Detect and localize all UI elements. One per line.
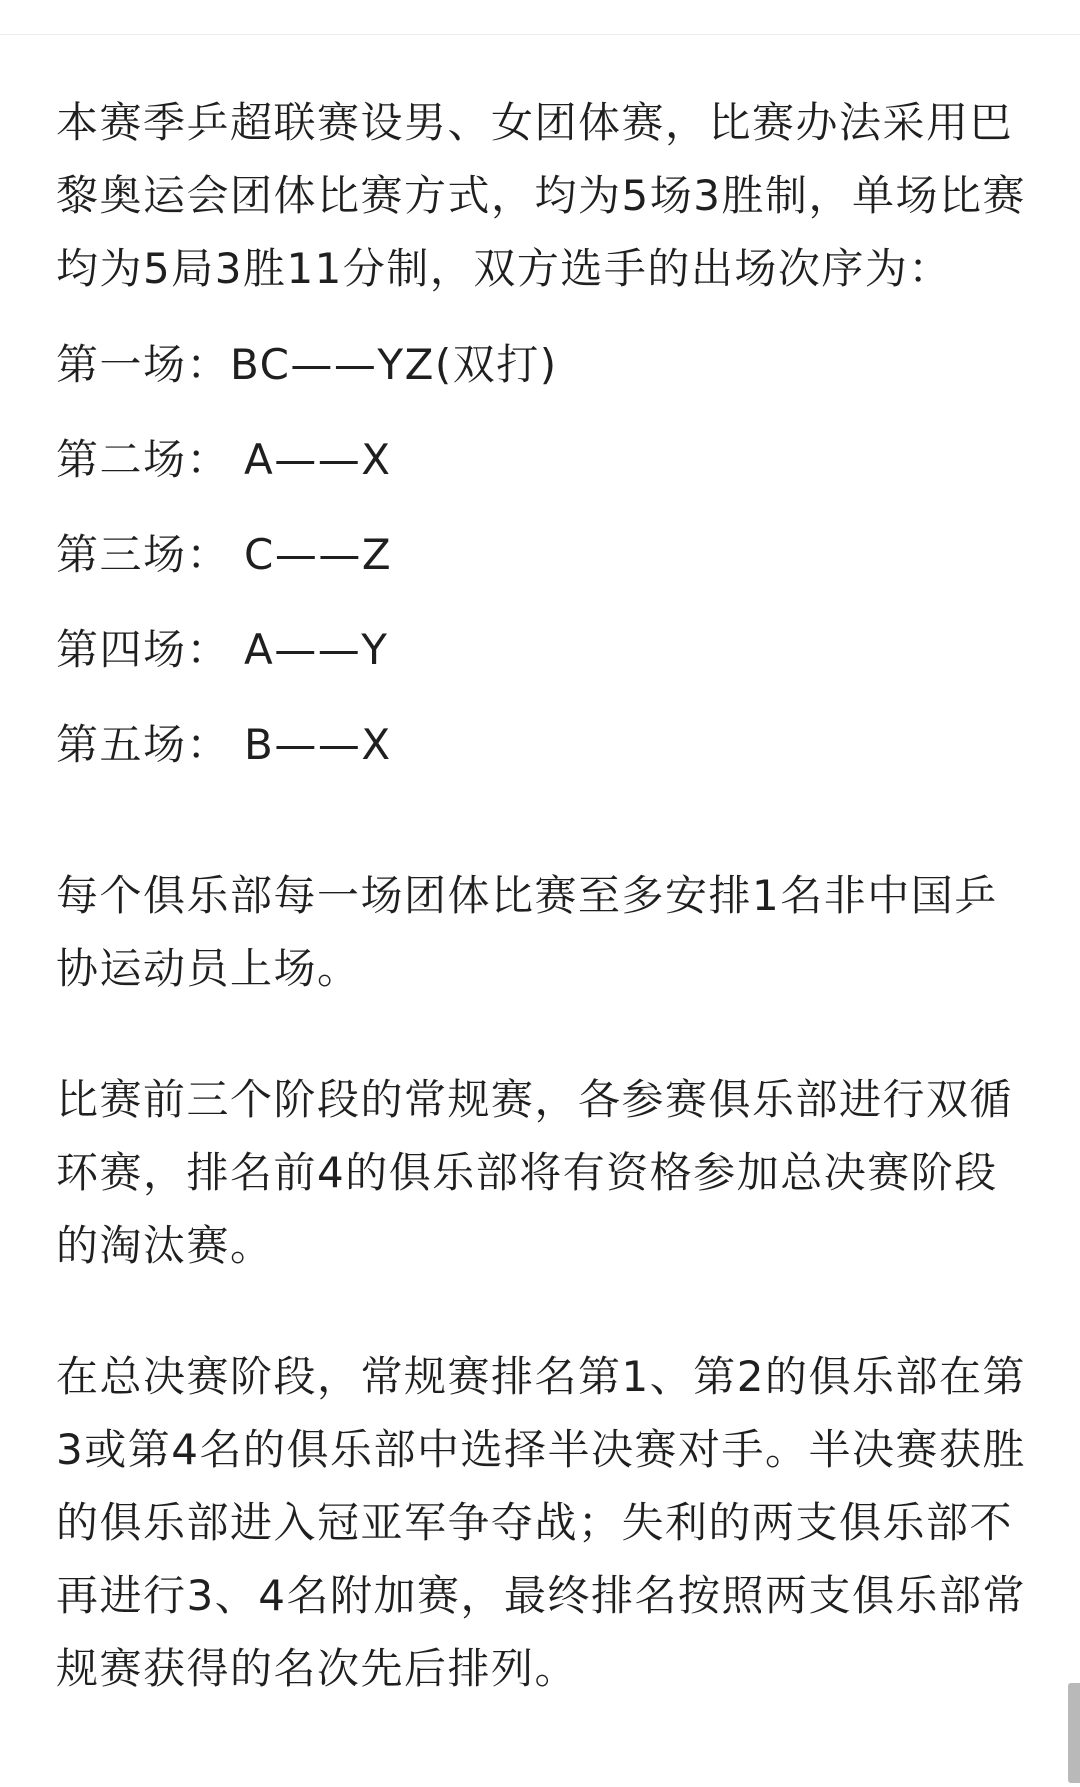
paragraph-gap [56, 1005, 1031, 1063]
article-body [56, 86, 1031, 1705]
match-item-3 [56, 518, 1031, 613]
match-pair: BC——YZ(双打) [230, 340, 558, 389]
foreign-player-rule: 每个俱乐部每一场团体比赛至多安排1名非中国乒协运动员上场。 [56, 871, 998, 993]
regular-season-paragraph: 比赛前三个阶段的常规赛，各参赛俱乐部进行双循环赛，排名前4的俱乐部将有资格参加总决赛阶段的淘汰赛。 [56, 1075, 1014, 1270]
match-pair: C——Z [244, 530, 393, 579]
finals-paragraph: 在总决赛阶段，常规赛排名第1、第2的俱乐部在第3或第4名的俱乐部中选择半决赛对手。半决赛获胜的俱乐部进入冠亚军争夺战；失利的两支俱乐部不再进行3、4名附加赛，最终排名按照两支俱乐部常规赛获得的名次先后排列。 [56, 1352, 1026, 1693]
paragraph-gap [56, 1282, 1031, 1340]
match-label: 第四场： [56, 625, 231, 674]
match-item-2 [56, 423, 1031, 518]
match-label: 第三场： [56, 530, 231, 579]
top-divider [0, 34, 1080, 35]
intro-paragraph: 本赛季乒超联赛设男、女团体赛，比赛办法采用巴黎奥运会团体比赛方式，均为5场3胜制，单场比赛均为5局3胜11分制，双方选手的出场次序为： [56, 98, 1026, 293]
match-label: 第一场： [56, 340, 231, 389]
scrollbar-thumb[interactable] [1068, 1683, 1080, 1783]
match-pair: A——X [244, 435, 392, 484]
match-item-4 [56, 613, 1031, 708]
match-label: 第二场： [56, 435, 231, 484]
match-item-1 [56, 328, 1031, 423]
match-item-5 [56, 708, 1031, 803]
match-label: 第五场： [56, 720, 231, 769]
match-pair: A——Y [244, 625, 389, 674]
match-order-list [56, 328, 1031, 803]
match-pair: B——X [244, 720, 392, 769]
